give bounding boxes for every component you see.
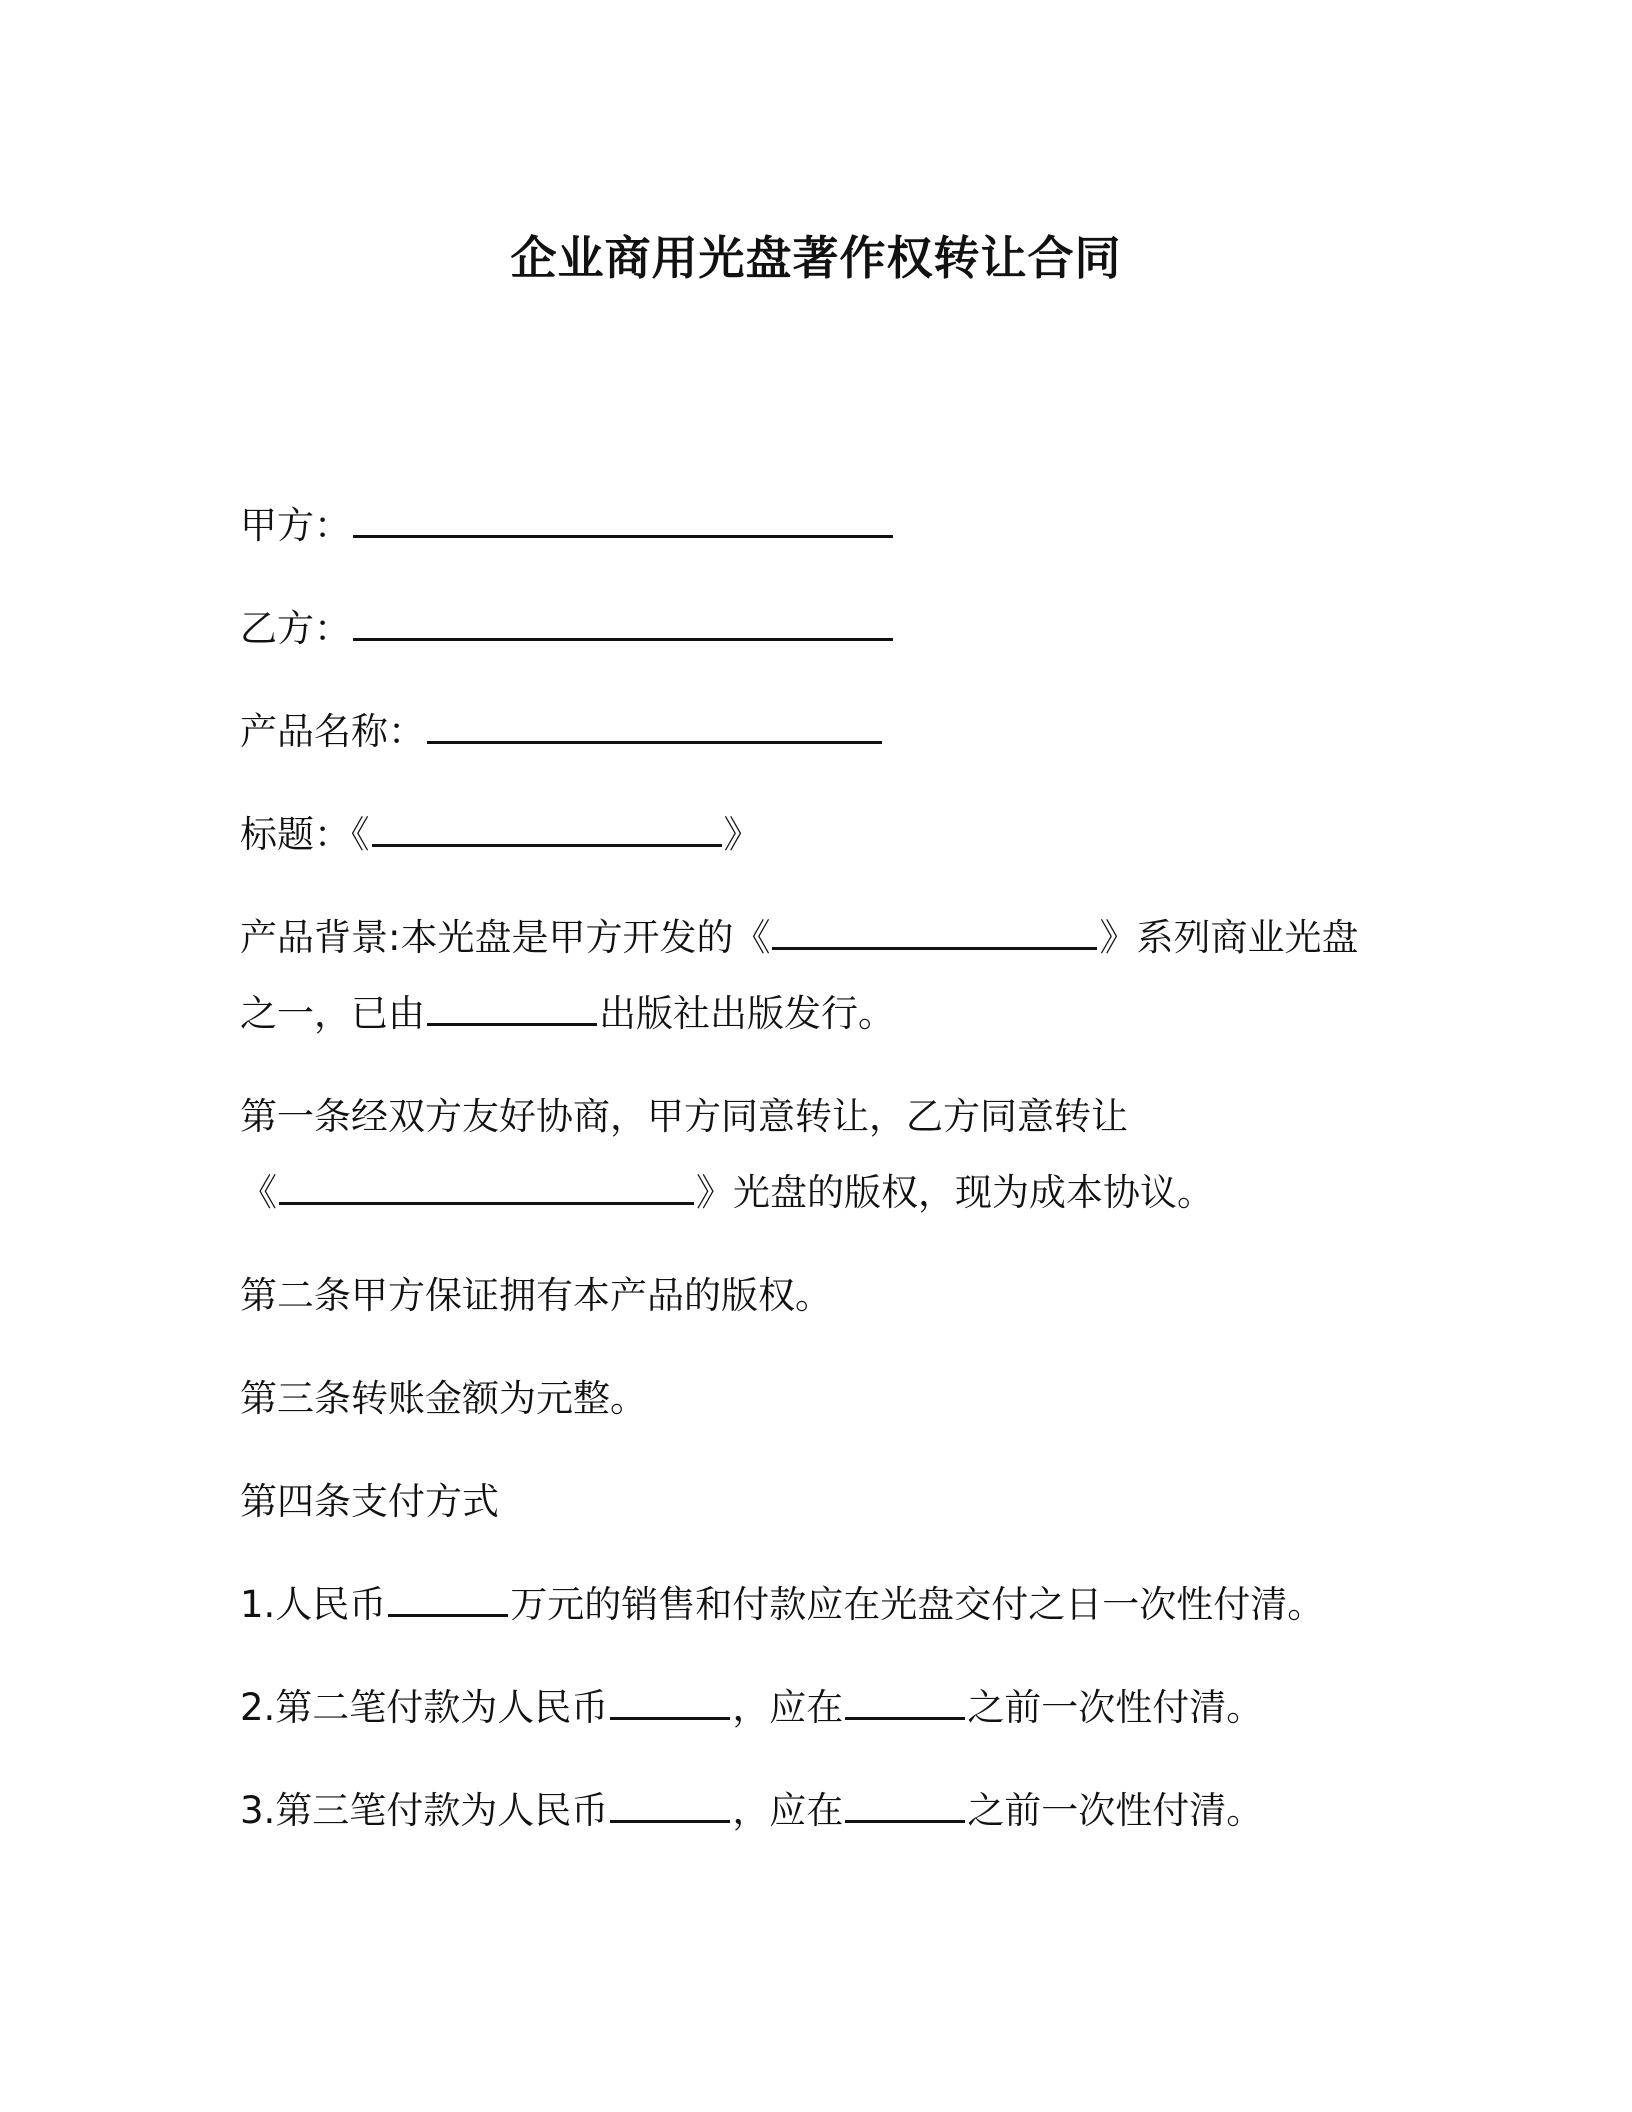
article-1-text-1: 第一条经双方友好协商，甲方同意转让，乙方同意转让 [240,1095,1128,1138]
product-name-label: 产品名称： [240,710,425,753]
heading-line [240,809,761,861]
article-4-text: 第四条支付方式 [240,1480,499,1523]
payment-2-date-blank [845,1683,965,1720]
article-2-line [240,1270,832,1322]
article-1-text-3: 》光盘的版权，现为成本协议。 [696,1171,1214,1214]
article-3-line [240,1373,647,1425]
background-line-2 [240,988,895,1040]
payment-1-amount-blank [388,1580,508,1617]
payment-2-text-2: ，应在 [732,1686,844,1729]
party-a-line [240,500,895,552]
background-line-1 [240,912,1358,964]
party-a-blank [353,501,893,538]
article-4-line [240,1476,499,1528]
heading-close-bracket: 》 [723,813,761,856]
payment-3-text-1: 3.第三笔付款为人民币 [240,1789,609,1832]
party-b-line [240,603,895,655]
product-name-line [240,706,884,758]
payment-3-date-blank [845,1786,965,1823]
payment-3-text-3: 之前一次性付清。 [967,1789,1264,1832]
article-1-disc-blank [279,1168,694,1205]
background-text-2: 》系列商业光盘 [1099,916,1359,959]
contract-title: 企业商用光盘著作权转让合同 [510,231,1122,285]
heading-blank [372,810,722,847]
payment-2-amount-blank [610,1683,730,1720]
background-text-1: 产品背景:本光盘是甲方开发的《 [240,916,771,959]
background-text-3: 之一，已由 [240,992,425,1035]
heading-label: 标题： [240,813,351,856]
article-3-text: 第三条转账金额为元整。 [240,1377,647,1420]
payment-1-text-2: 万元的销售和付款应在光盘交付之日一次性付清。 [510,1583,1325,1626]
background-publisher-blank [427,989,597,1026]
article-1-open-bracket: 《 [240,1171,277,1214]
article-1-line-1 [240,1091,1128,1143]
party-b-blank [353,604,893,641]
heading-open-bracket: 《 [351,813,370,856]
product-name-blank [427,707,882,744]
payment-2-text-1: 2.第二笔付款为人民币 [240,1686,609,1729]
party-b-label: 乙方： [240,607,351,650]
party-a-label: 甲方： [240,504,351,547]
payment-3-line [240,1785,1263,1837]
article-2-text: 第二条甲方保证拥有本产品的版权。 [240,1274,832,1317]
background-series-blank [772,913,1097,950]
payment-2-line [240,1682,1263,1734]
background-text-4: 出版社出版发行。 [599,992,895,1035]
payment-3-text-2: ，应在 [732,1789,844,1832]
payment-2-text-3: 之前一次性付清。 [967,1686,1264,1729]
payment-1-text-1: 1.人民币 [240,1583,387,1626]
payment-3-amount-blank [610,1786,730,1823]
payment-1-line [240,1579,1324,1631]
article-1-line-2 [240,1167,1214,1219]
